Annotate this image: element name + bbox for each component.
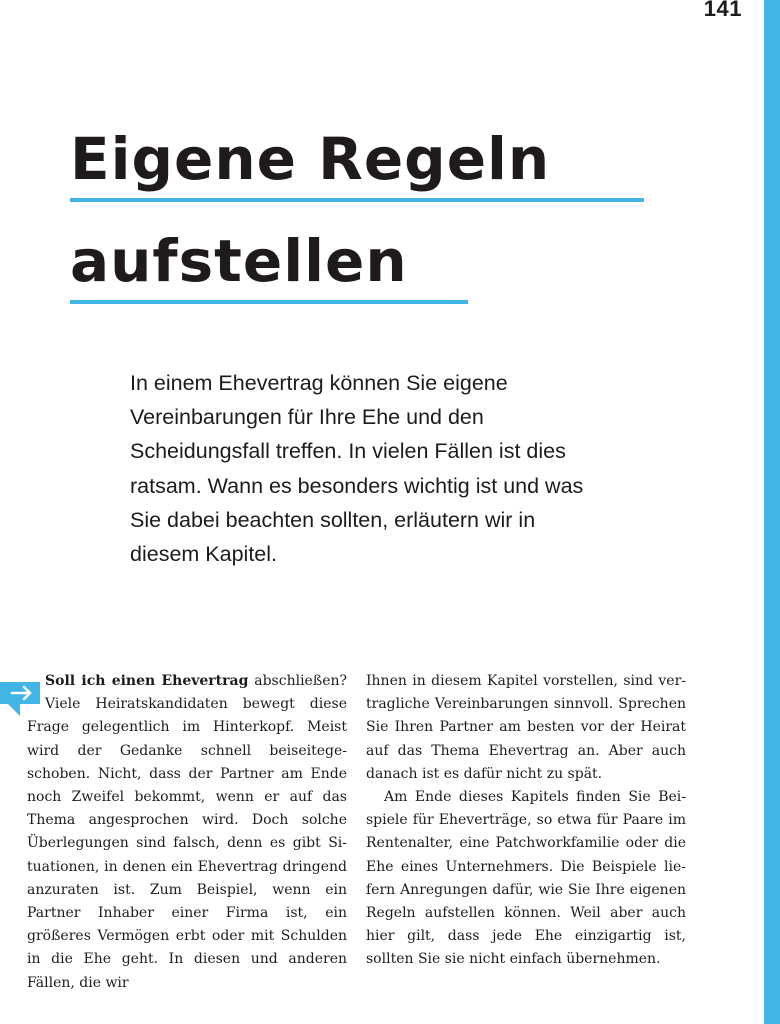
chapter-color-bar	[764, 0, 780, 1024]
body-column-2	[366, 670, 686, 972]
chapter-title-line-2: aufstellen	[70, 222, 468, 304]
chapter-intro: In einem Ehevertrag können Sie eigene Vereinbarungen für Ihre Ehe und den Scheidungsfall treffen. In vielen Fällen ist dies ratsam. Wann es besonders wichtig ist und was Sie dabei beachten sollten, erläutern wir in diesem Kapitel.	[130, 371, 584, 567]
body-paragraph-1-text: abschließen? Viele Heiratskandidaten bewegt diese Frage gelegentlich im Hinterkopf. Meist wird der Gedanke schnell beiseitegeschoben. Nicht, dass der Partner am Ende noch Zweifel bekommt, wenn er auf das Thema angesprochen wird. Doch solche Überlegungen sind falsch, denn es gibt Situationen, in denen ein Ehevertrag dringend anzuraten ist. Zum Beispiel, wenn ein Partner Inhaber einer Firma ist, ein größeres Vermögen erbt oder mit Schulden in die Ehe geht. In diesen und anderen Fällen, die wir	[27, 673, 347, 991]
body-column-1	[27, 670, 347, 995]
body-paragraph-3: Am Ende dieses Kapitels finden Sie Beispiele für Eheverträge, so etwa für Paare im Rentenalter, eine Patchworkfamilie oder die Ehe eines Unternehmers. Die Beispiele liefern Anregungen dafür, wie Sie Ihre eigenen Regeln aufstellen können. Weil aber auch hier gilt, dass jede Ehe einzigartig ist, sollten Sie sie nicht einfach übernehmen.	[366, 789, 686, 968]
chapter-title	[70, 112, 644, 316]
chapter-title-line-1: Eigene Regeln	[70, 120, 644, 202]
body-paragraph-2: Ihnen in diesem Kapitel vorstellen, sind vertragliche Vereinbarungen sinnvoll. Sprechen Sie Ihren Partner am besten vor der Heirat auf das Thema Ehevertrag an. Aber auch danach ist es dafür nicht zu spät.	[366, 673, 686, 782]
body-paragraph-1	[27, 670, 347, 995]
lead-question: Soll ich einen Ehevertrag	[45, 673, 249, 689]
page-number: 141	[703, 0, 742, 21]
arrow-right-icon	[0, 670, 40, 716]
